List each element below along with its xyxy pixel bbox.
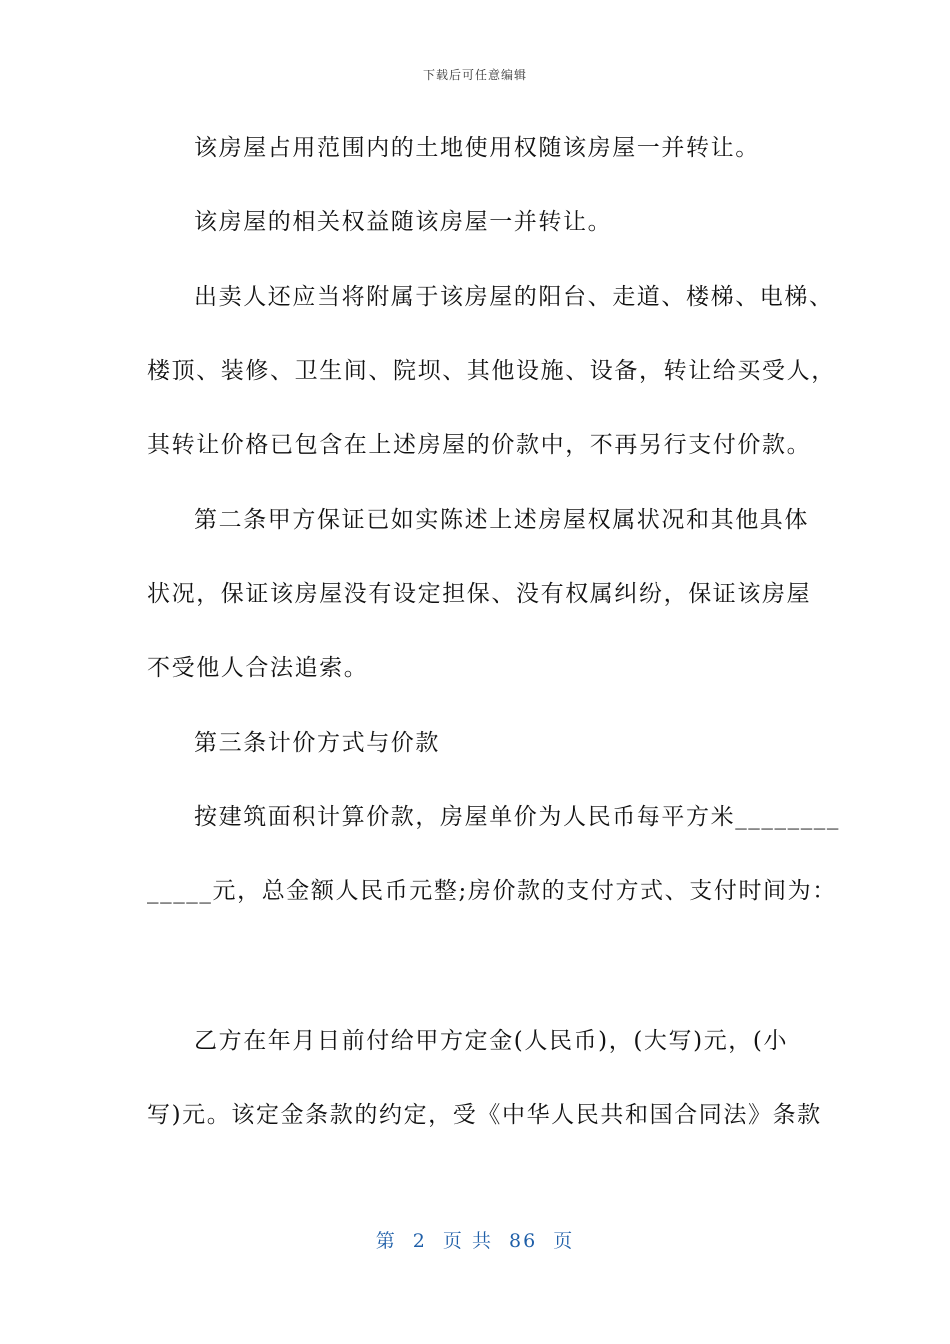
page-footer (0, 1226, 950, 1253)
body-line-10: 按建筑面积计算价款，房屋单价为人民币每平方米________ (194, 804, 840, 830)
body-line-13: 写)元。该定金条款的约定，受《中华人民共和国合同法》条款 (147, 1102, 822, 1128)
footer-prefix: 第 (375, 1230, 397, 1252)
body-line-3: 出卖人还应当将附属于该房屋的阳台、走道、楼梯、电梯、 (194, 284, 834, 310)
body-line-7: 状况，保证该房屋没有设定担保、没有权属纠纷，保证该房屋 (147, 581, 812, 607)
body-line-8: 不受他人合法追索。 (147, 655, 369, 681)
body-line-1: 该房屋占用范围内的土地使用权随该房屋一并转让。 (194, 135, 760, 161)
footer-middle: 页 共 (442, 1230, 493, 1252)
footer-total-pages: 86 (509, 1230, 538, 1252)
body-line-5: 其转让价格已包含在上述房屋的价款中，不再另行支付价款。 (147, 432, 812, 458)
footer-current-page: 2 (412, 1230, 427, 1252)
header-note: 下载后可任意编辑 (422, 68, 527, 82)
body-line-6: 第二条甲方保证已如实陈述上述房屋权属状况和其他具体 (194, 507, 809, 533)
section-heading: 第三条计价方式与价款 (194, 730, 440, 756)
body-line-2: 该房屋的相关权益随该房屋一并转让。 (194, 209, 613, 235)
footer-suffix: 页 (553, 1230, 575, 1252)
body-line-11: _____元，总金额人民币元整;房价款的支付方式、支付时间为： (147, 878, 837, 904)
body-line-12: 乙方在年月日前付给甲方定金(人民币)，(大写)元，(小 (194, 1028, 789, 1054)
body-line-4: 楼顶、装修、卫生间、院坝、其他设施、设备，转让给买受人， (147, 358, 836, 384)
